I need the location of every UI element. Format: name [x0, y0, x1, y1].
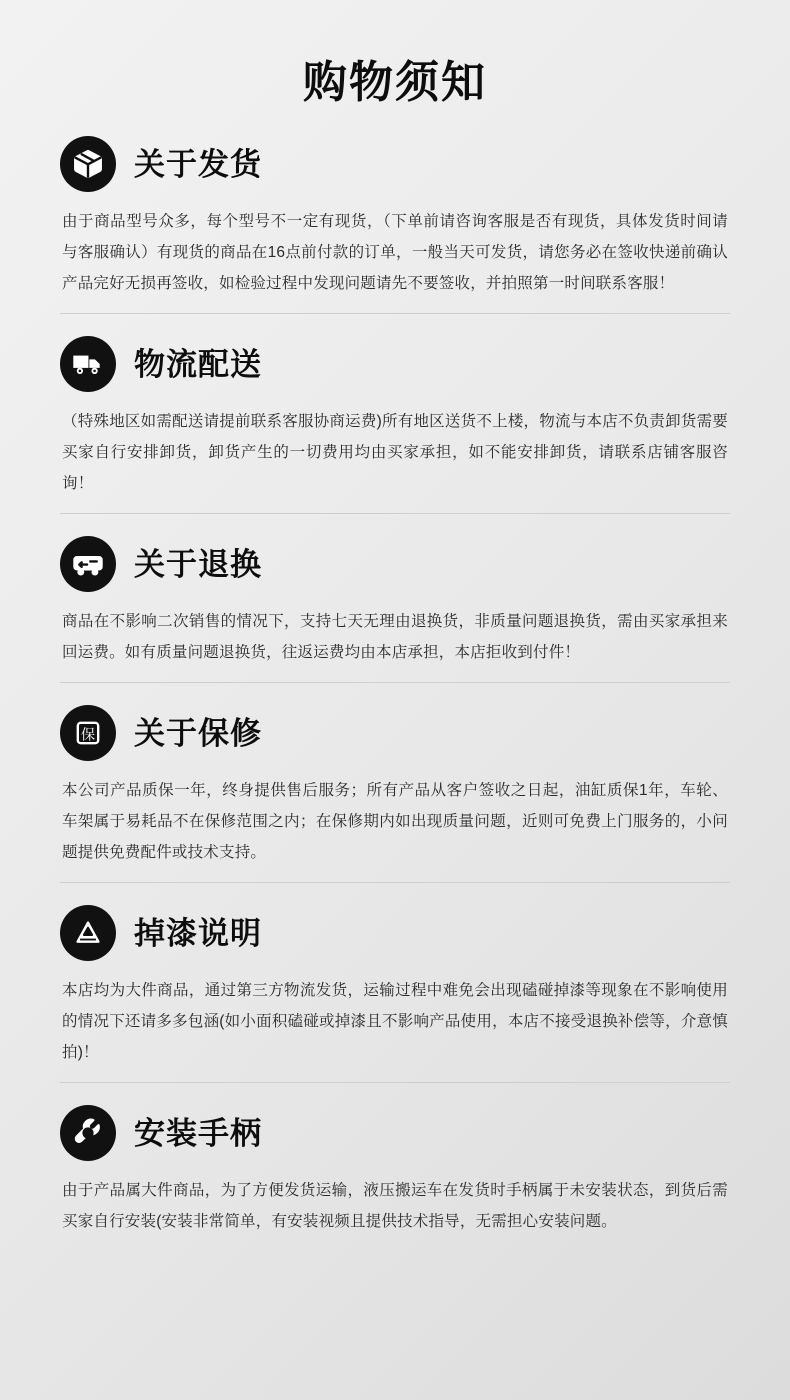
- section-header: [60, 536, 730, 592]
- section-header: [60, 336, 730, 392]
- section-body: 商品在不影响二次销售的情况下，支持七天无理由退换货，非质量问题退换货，需由买家承担来回运费。如有质量问题退换货，往返运费均由本店承担，本店拒收到付件！: [62, 613, 728, 661]
- svg-text:保: 保: [80, 727, 96, 744]
- page-title: 购物须知: [303, 58, 487, 107]
- section-return-exchange: [60, 513, 730, 682]
- return-exchange-icon: [60, 536, 116, 592]
- section-shipping: [60, 136, 730, 313]
- section-body: 由于产品属大件商品，为了方便发货运输，液压搬运车在发货时手柄属于未安装状态，到货后需买家自行安装(安装非常简单，有安装视频且提供技术指导，无需担心安装问题。: [62, 1182, 728, 1230]
- section-header: [60, 905, 730, 961]
- section-logistics: [60, 313, 730, 513]
- section-warranty: [60, 682, 730, 882]
- section-title: 关于发货: [134, 146, 262, 182]
- truck-delivery-icon: [60, 336, 116, 392]
- section-paint-chipping: [60, 882, 730, 1082]
- section-body: （特殊地区如需配送请提前联系客服协商运费)所有地区送货不上楼，物流与本店不负责卸货需要买家自行安排卸货，卸货产生的一切费用均由买家承担，如不能安排卸货，请联系店铺客服咨询！: [62, 413, 728, 492]
- paint-chip-icon: [60, 905, 116, 961]
- section-header: [60, 705, 730, 761]
- section-body: 本店均为大件商品，通过第三方物流发货，运输过程中难免会出现磕碰掉漆等现象在不影响使用的情况下还请多多包涵(如小面积磕碰或掉漆且不影响产品使用，本店不接受退换补偿等，介意慎拍)！: [62, 982, 728, 1061]
- section-title: 物流配送: [134, 346, 262, 382]
- section-handle-installation: [60, 1082, 730, 1251]
- install-handle-wrench-icon: [60, 1105, 116, 1161]
- section-body: 由于商品型号众多，每个型号不一定有现货，（下单前请咨询客服是否有现货，具体发货时间请与客服确认）有现货的商品在16点前付款的订单，一般当天可发货，请您务必在签收快递前确认产品完好无损再签收，如检验过程中发现问题请先不要签收，并拍照第一时间联系客服！: [62, 213, 728, 292]
- warranty-guarantee-icon: [60, 705, 116, 761]
- section-title: 掉漆说明: [134, 915, 262, 951]
- box-package-icon: [60, 136, 116, 192]
- section-header: [60, 1105, 730, 1161]
- section-title: 安装手柄: [134, 1115, 262, 1151]
- section-header: [60, 136, 730, 192]
- section-body: 本公司产品质保一年，终身提供售后服务；所有产品从客户签收之日起，油缸质保1年，车轮、车架属于易耗品不在保修范围之内；在保修期内如出现质量问题，近则可免费上门服务的，小问题提供免费配件或技术支持。: [62, 782, 728, 861]
- section-title: 关于退换: [134, 546, 262, 582]
- section-title: 关于保修: [134, 715, 262, 751]
